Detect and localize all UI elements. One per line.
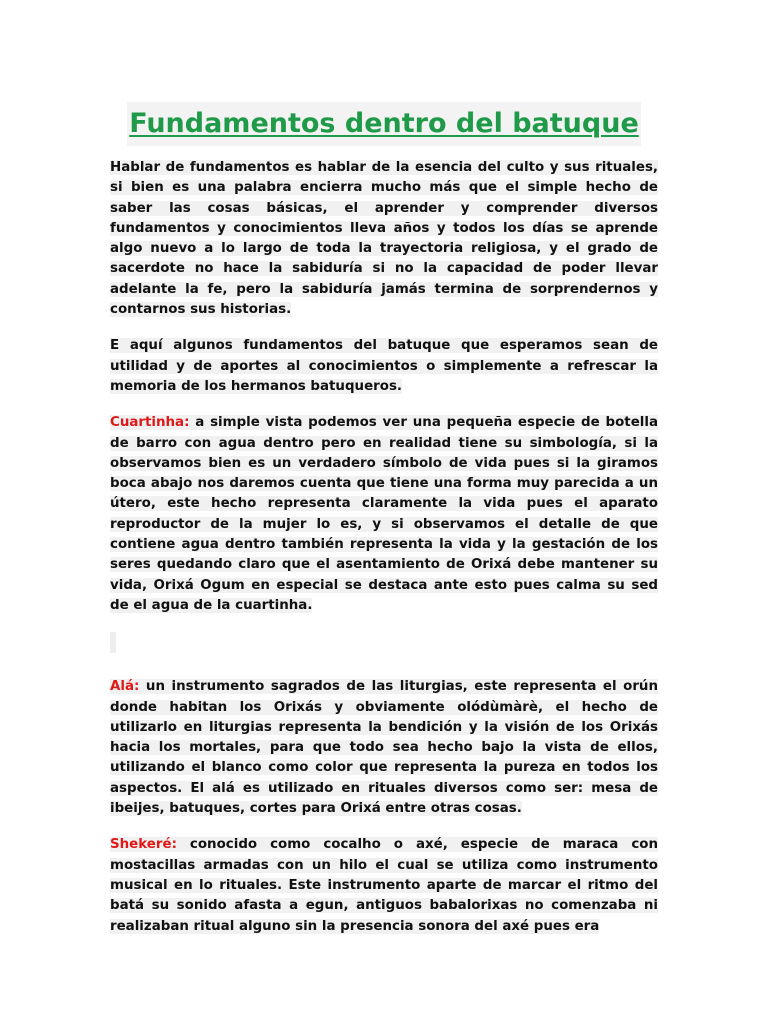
document-title: Fundamentos dentro del batuque [127,102,641,146]
term-shekere: Shekeré [110,837,172,853]
paragraph-cuartinha-text: a simple vista podemos ver una pequeña especie de botella de barro con agua dentro pero en realidad tiene su simbología, si la observamos bien es un verdadero símbolo de vida pues si la giramos boca abajo nos daremos cuenta que tiene una forma muy parecida a un útero, este hecho representa claramente la vida pues el aparato reproductor de la mujer lo es, y si observamos el detalle de que contiene agua dentro también representa la vida y la gestación de los seres quedando claro que el asentamiento de Orixá debe mantener su vida, Orixá Ogum en especial se destaca ante esto pues calma su sed de el agua de la cuartinha. [110,415,658,613]
paragraph-intro [110,158,658,320]
paragraph-aqui [110,336,658,397]
paragraph-ala-text: un instrumento sagrados de las liturgias, este representa el orún donde habitan los Orixás y obviamente olódùmàrè, el hecho de utilizarlo en liturgias representa la bendición y la visión de los Orixás hacia los mortales, para que todo sea hecho bajo la vista de ellos, utilizando el blanco como color que representa la pureza en todos los aspectos. El alá es utilizado en rituales diversos como ser: mesa de ibeijes, batuques, cortes para Orixá entre otras cosas. [110,679,658,817]
paragraph-aqui-text: E aquí algunos fundamentos del batuque que esperamos sean de utilidad y de aportes al conocimientos o simplemente a refrescar la memoria de los hermanos batuqueros. [110,338,658,394]
document-page [110,102,658,951]
term-cuartinha-colon: : [184,415,190,431]
paragraph-intro-text: Hablar de fundamentos es hablar de la esencia del culto y sus rituales, si bien es una palabra encierra mucho más que el simple hecho de saber las cosas básicas, el aprender y comprender diversos fundamentos y conocimientos lleva años y todos los días se aprende algo nuevo a lo largo de toda la trayectoria religiosa, y el grado de sacerdote no hace la sabiduría si no la capacidad de poder llevar adelante la fe, pero la sabiduría jamás termina de sorprendernos y contarnos sus historias. [110,160,658,318]
paragraph-shekere [110,835,658,935]
term-ala-colon: : [134,679,140,695]
paragraph-shekere-text: conocido como cocalho o axé, especie de maraca con mostacillas armadas con un hilo el cual se utiliza como instrumento musical en lo rituales. Este instrumento aparte de marcar el ritmo del batá su sonido afasta a egun, antiguos babalorixas no comenzaba ni realizaban ritual alguno sin la presencia sonora del axé pues era [110,837,658,934]
term-shekere-colon: : [171,837,177,853]
paragraph-cuartinha [110,413,658,616]
empty-line-marker [110,632,116,653]
title-container [110,102,658,146]
paragraph-ala [110,677,658,819]
term-ala: Alá [110,679,134,695]
term-cuartinha: Cuartinha [110,415,185,431]
